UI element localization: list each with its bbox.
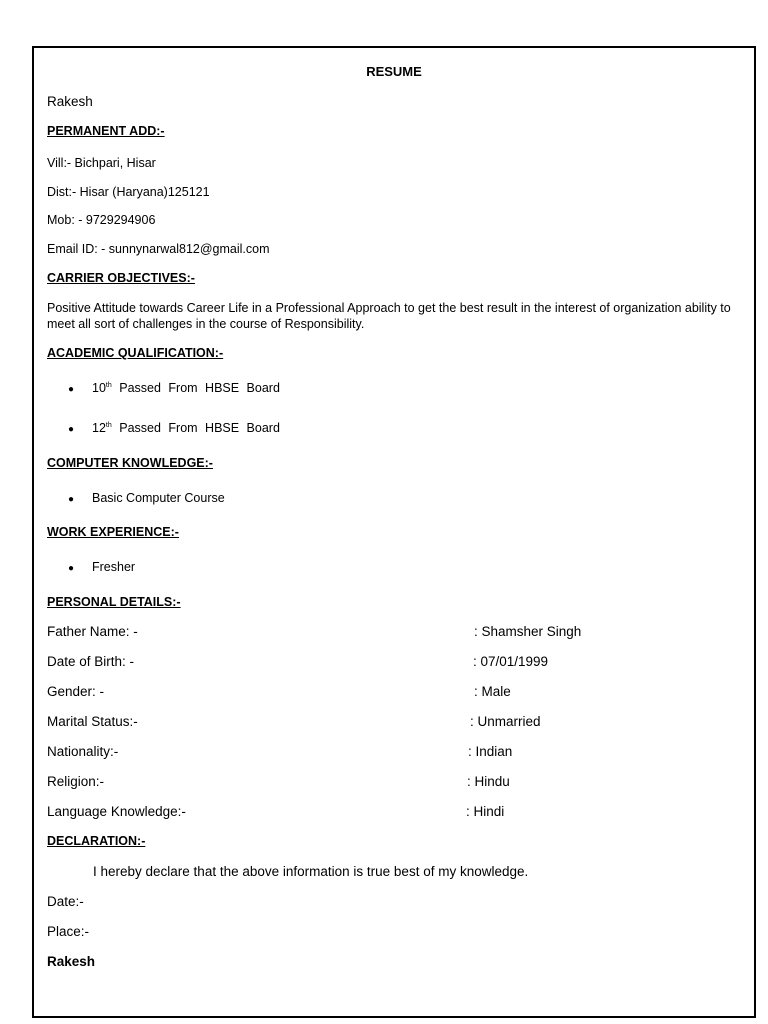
academic-heading: ACADEMIC QUALIFICATION:- <box>47 346 224 360</box>
language-label: Language Knowledge:- <box>47 804 186 819</box>
religion-label: Religion:- <box>47 774 105 789</box>
bullet-icon: ● <box>68 384 75 395</box>
dob-value: : 07/01/1999 <box>473 654 549 669</box>
bullet-icon: ● <box>68 424 75 435</box>
declaration-heading: DECLARATION:- <box>47 834 146 848</box>
resume-page <box>32 46 756 1018</box>
marital-status-value: : Unmarried <box>470 714 541 729</box>
marital-status-label: Marital Status:- <box>47 714 138 729</box>
work-item: ● Fresher <box>68 560 136 574</box>
signature-name: Rakesh <box>47 954 96 969</box>
father-name-value: : Shamsher Singh <box>474 624 582 639</box>
bullet-icon: ● <box>68 563 75 574</box>
work-heading: WORK EXPERIENCE:- <box>47 525 179 539</box>
objectives-heading: CARRIER OBJECTIVES:- <box>47 271 195 285</box>
personal-heading: PERSONAL DETAILS:- <box>47 595 181 609</box>
address-mobile: Mob: - 9729294906 <box>47 213 156 227</box>
gender-label: Gender: - <box>47 684 105 699</box>
declaration-text: I hereby declare that the above information is true best of my knowledge. <box>93 864 529 879</box>
computer-item: ● Basic Computer Course <box>68 491 225 505</box>
date-label: Date:- <box>47 894 84 909</box>
academic-item: ● 10th Passed From HBSE Board <box>68 381 280 395</box>
nationality-label: Nationality:- <box>47 744 119 759</box>
document-title: RESUME <box>366 64 422 79</box>
place-label: Place:- <box>47 924 90 939</box>
candidate-name: Rakesh <box>47 94 93 109</box>
language-value: : Hindi <box>466 804 505 819</box>
dob-label: Date of Birth: - <box>47 654 135 669</box>
gender-value: : Male <box>474 684 511 699</box>
address-district: Dist:- Hisar (Haryana)125121 <box>47 185 210 199</box>
academic-item: ● 12th Passed From HBSE Board <box>68 421 280 435</box>
nationality-value: : Indian <box>468 744 513 759</box>
objectives-text: Positive Attitude towards Career Life in a Professional Approach to get the best result in the interest of organization ability to meet all sort of challenges in the course of Responsibility. <box>47 301 731 331</box>
permanent-address-heading: PERMANENT ADD:- <box>47 124 165 138</box>
bullet-icon: ● <box>68 494 75 505</box>
address-village: Vill:- Bichpari, Hisar <box>47 156 156 170</box>
computer-heading: COMPUTER KNOWLEDGE:- <box>47 456 213 470</box>
father-name-label: Father Name: - <box>47 624 138 639</box>
religion-value: : Hindu <box>467 774 510 789</box>
address-email: Email ID: - sunnynarwal812@gmail.com <box>47 242 270 256</box>
